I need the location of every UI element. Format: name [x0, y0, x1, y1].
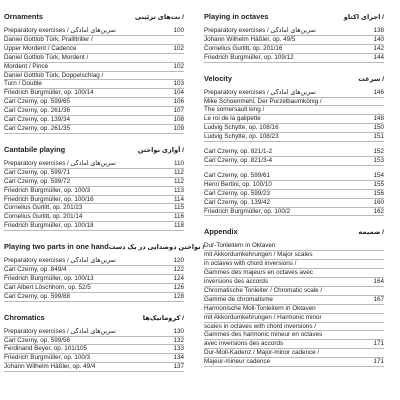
- entry-title: Gamme de chromatisme: [204, 295, 273, 303]
- toc-right-column: [204, 12, 384, 378]
- section-title-en: Appendix: [204, 227, 238, 237]
- entry-page-number: 162: [373, 207, 384, 215]
- entry-page-number: 102: [173, 44, 184, 52]
- toc-entry: [4, 107, 184, 116]
- toc-entry: [4, 266, 184, 275]
- toc-entry: [204, 349, 384, 358]
- toc-entry: [204, 115, 384, 124]
- toc-entry: [4, 345, 184, 354]
- entry-title: Gammes des majeurs en octaves avec: [204, 269, 313, 277]
- entry-title: Carl Czerny, op. 821/3-4: [204, 156, 273, 164]
- entry-page-number: 138: [373, 27, 384, 34]
- entry-page-number: 155: [373, 180, 384, 188]
- toc-section-playing-in-octaves: [204, 12, 384, 63]
- entry-page-number: 171: [373, 340, 384, 348]
- toc-entry: [4, 222, 184, 231]
- toc-entry: [204, 89, 384, 98]
- entry-page-number: 152: [373, 148, 384, 156]
- toc-section-appendix: [204, 227, 384, 367]
- toc-entry: [4, 80, 184, 89]
- entry-title: Cornelius Gurlitt, op. 201/23: [4, 204, 83, 212]
- entry-title: Carl Czerny, op. 599/65: [4, 98, 71, 106]
- toc-section-playing-two-parts-in-one-hand: [4, 242, 205, 302]
- entry-page-number: 108: [173, 116, 184, 124]
- toc-entry: [4, 54, 184, 63]
- entry-title: The somersault king /: [204, 106, 265, 114]
- toc-entry: [4, 213, 184, 222]
- toc-section-velocity: [204, 74, 384, 217]
- toc-entry: [4, 337, 184, 346]
- toc-entry: [4, 284, 184, 293]
- toc-entry: [204, 45, 384, 54]
- entry-page-number: 126: [173, 283, 184, 291]
- entry-page-number: 140: [373, 35, 384, 43]
- entry-page-number: 118: [173, 222, 184, 230]
- toc-entry: [204, 190, 384, 199]
- entry-title: Majeur-mineur cadence: [204, 358, 271, 366]
- toc-entry: [4, 187, 184, 196]
- entry-title: Daniel Gottlob Türk, Mordent /: [4, 53, 89, 61]
- toc-entry: [204, 148, 384, 157]
- entry-page-number: 148: [373, 115, 384, 123]
- entry-title: Friedrich Burgmüller, op. 100/16: [4, 195, 94, 203]
- toc-entry: [204, 133, 384, 142]
- section-title-fa: / اجرای اکتاو: [343, 14, 384, 21]
- toc-entry: [204, 106, 384, 115]
- section-title-fa: / آوازی نواختن: [137, 146, 184, 154]
- toc-entry: [4, 204, 184, 213]
- section-title-fa: / نت‌های تزئینی: [134, 14, 184, 21]
- entry-page-number: 153: [373, 156, 384, 164]
- entry-title: mit Akkordumkehrungen / Harmonic minor: [204, 313, 322, 321]
- toc-entry: [204, 269, 384, 278]
- section-title-en: Velocity: [204, 73, 232, 83]
- entry-title: Friedrich Burgmüller, op. 100/3: [4, 186, 91, 194]
- toc-entry: [204, 314, 384, 323]
- entry-title: Preparatory exercises / تمرین‌های آمادگی: [204, 88, 316, 96]
- entry-title: Friedrich Burgmüller, op. 100/13: [4, 274, 94, 282]
- entry-page-number: 144: [373, 53, 384, 61]
- entry-title: Carl Czerny, op. 821/1-2: [204, 148, 273, 156]
- toc-section-chromatics: [4, 313, 184, 373]
- entry-title: Carl Czerny, op. 849/4: [4, 266, 67, 274]
- toc-entry: [204, 98, 384, 107]
- entry-title: inversions des accords: [204, 278, 269, 286]
- toc-section-cantabile-playing: [4, 145, 184, 231]
- toc-entry: [204, 358, 384, 367]
- entry-title: Preparatory exercises / تمرین‌های آمادگی: [4, 327, 116, 335]
- section-title-fa: / کروماتیک‌ها: [142, 314, 184, 322]
- toc-entry: [204, 157, 384, 166]
- entry-title: Friedrich Burgmüller, op. 100/3: [4, 354, 91, 362]
- entry-title: Carl Czerny, op. 139/34: [4, 116, 71, 124]
- entry-title: Ludvig Schytte, op. 108/23: [204, 133, 279, 141]
- section-title-fa: / نواختن دوصدایی در یک دست: [108, 244, 205, 252]
- entry-page-number: 100: [173, 27, 184, 34]
- toc-entry: [4, 354, 184, 363]
- entry-title: Preparatory exercises / تمرین‌های آمادگی: [4, 27, 116, 34]
- entry-page-number: 109: [173, 124, 184, 132]
- toc-entry: [204, 305, 384, 314]
- entry-title: Carl Czerny, op. 599/88: [4, 292, 71, 300]
- entry-title: Johann Wilhelm Häßler, op. 49/5: [204, 35, 296, 43]
- entry-page-number: 146: [373, 88, 384, 96]
- entry-title: Le roi de la galipette: [204, 115, 261, 123]
- entry-page-number: 114: [173, 195, 184, 203]
- entry-page-number: 133: [173, 345, 184, 353]
- toc-entry: [204, 340, 384, 349]
- section-title-en: Ornaments: [4, 12, 44, 21]
- toc-entry: [4, 178, 184, 187]
- entry-title: Friedrich Burgmüller, op. 109/12: [204, 53, 294, 61]
- entry-page-number: 103: [173, 80, 184, 88]
- toc-entry: [204, 278, 384, 287]
- entry-title: Carl Czerny, op. 599/56: [4, 336, 71, 344]
- entry-page-number: 160: [373, 198, 384, 206]
- entry-title: Friedrich Burgmüller, op. 100/2: [204, 207, 291, 215]
- entry-title: Ferdinand Beyer, op. 101/105: [4, 345, 87, 353]
- toc-entry: [4, 328, 184, 337]
- toc-entry: [204, 172, 384, 181]
- entry-title: Carl Czerny, op. 599/71: [4, 168, 71, 176]
- section-heading: [204, 74, 384, 85]
- toc-entry: [4, 63, 184, 72]
- entry-page-number: 110: [173, 159, 184, 167]
- entry-title: Cornelius Gurlitt, op. 201/16: [204, 44, 283, 52]
- section-title-fa: / سرعت: [358, 75, 384, 83]
- entry-title: Carl Albert Löschhorn, op. 52/5: [4, 283, 91, 291]
- section-heading: [4, 242, 205, 253]
- toc-entry: [4, 72, 184, 81]
- entry-page-number: 122: [173, 266, 184, 274]
- entry-title: Carl Czerny, op. 599/61: [204, 171, 271, 179]
- entry-page-number: 164: [373, 278, 384, 286]
- toc-entry: [204, 124, 384, 133]
- entry-title: Harmonische Moll-Tonleitern in Oktaven: [204, 304, 316, 312]
- entry-page-number: 132: [173, 336, 184, 344]
- section-title-en: Playing in octaves: [204, 12, 269, 21]
- toc-entry: [4, 160, 184, 169]
- entry-title: avec inversions des accords: [204, 340, 284, 348]
- entry-page-number: 134: [173, 354, 184, 362]
- toc-entry: [4, 89, 184, 98]
- entry-page-number: 151: [373, 133, 384, 141]
- toc-entry: [204, 251, 384, 260]
- entry-title: Preparatory exercises / تمرین‌های آمادگی: [4, 257, 116, 265]
- section-title-fa: / ضمیمه: [358, 229, 384, 237]
- entry-page-number: 167: [373, 295, 384, 303]
- toc-entry: [4, 27, 184, 36]
- toc-entry: [4, 98, 184, 107]
- section-heading: [4, 145, 184, 156]
- entry-title: Friedrich Burgmüller, op. 100/14: [4, 89, 94, 97]
- toc-entry: [4, 169, 184, 178]
- toc-entry: [204, 331, 384, 340]
- entry-page-number: 120: [173, 257, 184, 265]
- section-heading: [204, 12, 384, 23]
- toc-entry: [4, 116, 184, 125]
- entry-title: Dur-Moll-Kadenz / Major-minor cadence /: [204, 349, 320, 357]
- toc-entry: [204, 287, 384, 296]
- entry-title: Chromatische Tonleiter / Chromatic scale /: [204, 286, 323, 294]
- toc-entry: [4, 36, 184, 45]
- entry-title: Friedrich Burgmüller, op. 100/18: [4, 222, 94, 230]
- entry-title: Henri Bertini, op. 100/10: [204, 180, 272, 188]
- toc-entry: [4, 196, 184, 205]
- entry-title: Mike Schoenmehl, Der Purzelbaumkönig /: [204, 97, 322, 105]
- toc-entry: [4, 363, 184, 372]
- entry-page-number: 112: [173, 168, 184, 176]
- entry-page-number: 128: [173, 292, 184, 300]
- entry-page-number: 150: [373, 124, 384, 132]
- entry-title: in octaves with chord inversions /: [204, 260, 297, 268]
- entry-title: Turn / Double: [4, 80, 42, 88]
- entry-title: Daniel Gottlob Türk, Prallltriller /: [4, 35, 93, 43]
- entry-page-number: 156: [373, 189, 384, 197]
- entry-title: Preparatory exercises / تمرین‌های آمادگی: [4, 159, 116, 167]
- entry-title: Carl Czerny, op. 261/36: [4, 107, 71, 115]
- entry-title: Dur-Tonleitern in Oktaven: [204, 242, 276, 250]
- entry-title: Carl Czerny, op. 261/35: [4, 124, 71, 132]
- entry-page-number: 115: [173, 204, 184, 212]
- entry-page-number: 113: [173, 186, 184, 194]
- entry-title: Ludvig Schytte, op. 108/16: [204, 124, 279, 132]
- entry-page-number: 116: [173, 213, 184, 221]
- toc-entry: [204, 27, 384, 36]
- toc-entry: [4, 293, 184, 302]
- section-title-en: Chromatics: [4, 312, 45, 322]
- entry-page-number: 124: [173, 274, 184, 282]
- entry-page-number: 104: [173, 89, 184, 97]
- toc-entry: [204, 242, 384, 251]
- entry-title: Mordent / Pincé: [4, 62, 49, 70]
- entry-title: Carl Czerny, op. 599/23: [204, 189, 271, 197]
- toc-left-column: [4, 12, 205, 383]
- toc-entry: [4, 125, 184, 134]
- entry-page-number: 154: [373, 171, 384, 179]
- entry-title: Carl Czerny, op. 139/42: [204, 198, 271, 206]
- entry-page-number: 142: [373, 44, 384, 52]
- entry-title: Daniel Gottlob Türk, Doppelschlag /: [4, 71, 104, 79]
- toc-entry: [204, 296, 384, 305]
- section-heading: [4, 313, 184, 324]
- entry-title: Johann Wilhelm Häßler, op. 49/4: [4, 363, 96, 371]
- toc-entry: [4, 275, 184, 284]
- toc-entry: [204, 199, 384, 208]
- entry-page-number: 106: [173, 98, 184, 106]
- toc-section-ornaments: [4, 12, 184, 134]
- section-title-en: Playing two parts in one hand: [4, 242, 109, 252]
- entry-page-number: 102: [173, 62, 184, 70]
- entry-page-number: 112: [173, 177, 184, 185]
- entry-title: Gammes des harmonic mineur en octaves: [204, 331, 323, 339]
- section-title-en: Cantabile playing: [4, 144, 66, 154]
- toc-entry: [204, 54, 384, 63]
- entry-page-number: 137: [173, 363, 184, 371]
- toc-entry: [204, 323, 384, 332]
- section-heading: [204, 227, 384, 238]
- entry-title: Preparatory exercises / تمرین‌های آمادگی: [204, 27, 316, 34]
- entry-title: mit Akkordumkehrungen / Major scales: [204, 251, 313, 259]
- toc-entry: [204, 208, 384, 217]
- toc-entry: [4, 257, 184, 266]
- entry-title: scales in octaves with chord inversions /: [204, 322, 316, 330]
- section-heading: [4, 12, 184, 23]
- entry-title: Upper Mordent / Cadence: [4, 44, 77, 52]
- entry-title: Cornelius Gurlitt, op. 201/14: [4, 213, 83, 221]
- toc-entry: [204, 260, 384, 269]
- entry-title: Carl Czerny, op. 599/72: [4, 177, 71, 185]
- toc-entry: [204, 36, 384, 45]
- toc-entry: [204, 181, 384, 190]
- entry-page-number: 130: [173, 327, 184, 335]
- toc-entry: [4, 45, 184, 54]
- entry-page-number: 107: [173, 107, 184, 115]
- entry-page-number: 171: [373, 358, 384, 366]
